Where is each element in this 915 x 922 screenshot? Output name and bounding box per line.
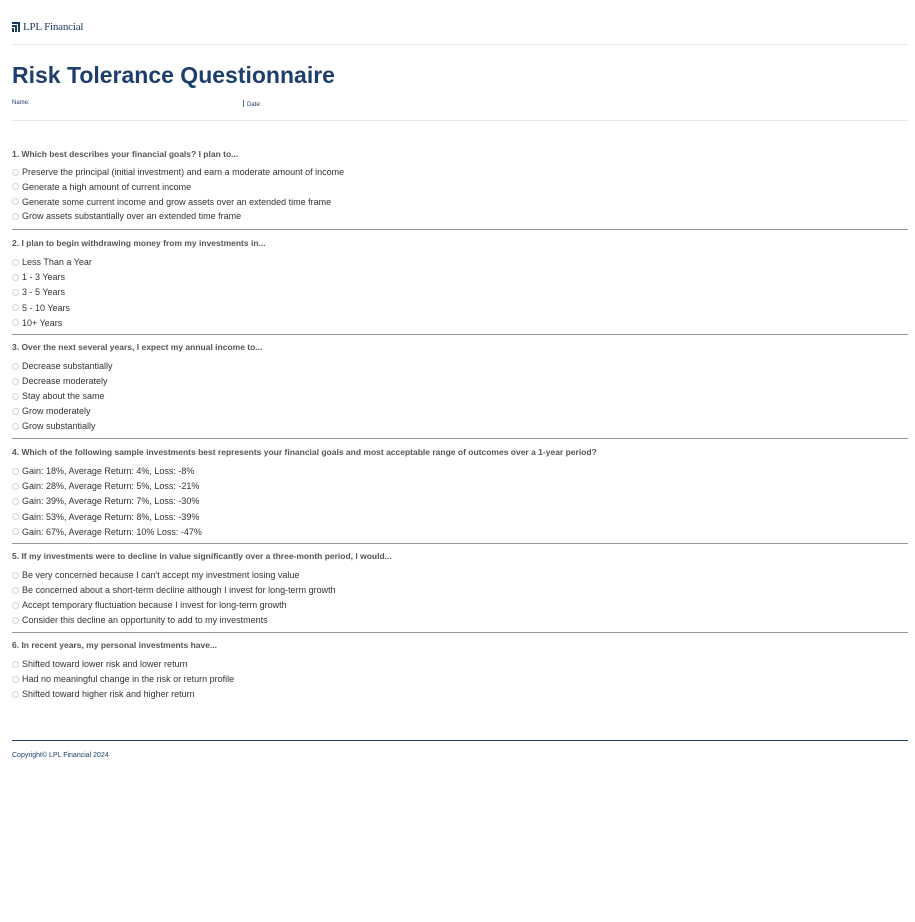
option-label: Be concerned about a short-term decline although I invest for long-term growth — [22, 585, 336, 595]
question-1-text: 1. Which best describes your financial goals? I plan to... — [12, 149, 239, 159]
question-divider — [12, 334, 908, 335]
question-6-option[interactable] — [12, 689, 195, 699]
question-divider — [12, 632, 908, 633]
radio-button[interactable] — [12, 319, 19, 326]
questionnaire-page — [12, 0, 908, 759]
option-label: Gain: 28%, Average Return: 5%, Loss: -21% — [22, 481, 200, 492]
question-5-option[interactable] — [12, 600, 287, 610]
option-label: 10+ Years — [22, 317, 63, 328]
lpl-logo — [12, 21, 83, 33]
copyright-text: Copyright© LPL Financial 2024 — [12, 752, 109, 759]
radio-button[interactable] — [12, 259, 19, 266]
question-1-option[interactable] — [12, 167, 344, 177]
question-4-option[interactable] — [12, 527, 202, 537]
option-label: Had no meaningful change in the risk or return profile — [22, 674, 235, 684]
date-label: Date: — [243, 100, 261, 108]
option-label: Consider this decline an opportunity to add to my investments — [22, 615, 268, 625]
option-label: Preserve the principal (initial investment) and earn a moderate amount of income — [22, 167, 345, 177]
page-title: Risk Tolerance Questionnaire — [12, 62, 335, 88]
question-3-option[interactable] — [12, 391, 105, 401]
name-date-row — [12, 100, 908, 121]
option-label: Decrease substantially — [22, 361, 113, 371]
option-label: 1 - 3 Years — [22, 272, 66, 283]
radio-button[interactable] — [12, 572, 19, 579]
lpl-logo-icon — [12, 22, 20, 32]
question-4-option[interactable] — [12, 512, 199, 522]
option-label: Be very concerned because I can't accept my investment losing value — [22, 570, 300, 580]
radio-button[interactable] — [12, 498, 19, 505]
radio-button[interactable] — [12, 363, 19, 370]
option-label: 5 - 10 Years — [22, 302, 71, 313]
question-6-option[interactable] — [12, 659, 188, 669]
option-label: Accept temporary fluctuation because I invest for long-term growth — [22, 600, 287, 610]
option-label: Gain: 18%, Average Return: 4%, Loss: -8% — [22, 466, 195, 476]
radio-button[interactable] — [12, 393, 19, 400]
question-3-option[interactable] — [12, 361, 113, 371]
question-3-option[interactable] — [12, 376, 108, 386]
question-2-option[interactable] — [12, 272, 65, 282]
question-2-option[interactable] — [12, 287, 65, 297]
option-label: Gain: 67%, Average Return: 10% Loss: -47% — [22, 526, 202, 537]
radio-button[interactable] — [12, 676, 19, 683]
option-label: Gain: 53%, Average Return: 8%, Loss: -39% — [22, 511, 200, 522]
radio-button[interactable] — [12, 408, 19, 415]
question-divider — [12, 438, 908, 439]
question-3-text: 3. Over the next several years, I expect my annual income to... — [12, 342, 263, 352]
radio-button[interactable] — [12, 661, 19, 668]
option-label: Stay about the same — [22, 391, 105, 401]
name-label: Name: — [12, 100, 30, 106]
option-label: Generate some current income and grow assets over an extended time frame — [22, 196, 332, 207]
option-label: Gain: 39%, Average Return: 7%, Loss: -30% — [22, 496, 200, 507]
question-5-option[interactable] — [12, 570, 299, 580]
question-2-text: 2. I plan to begin withdrawing money from my investments in... — [12, 238, 266, 248]
question-4-text: 4. Which of the following sample investments best represents your financial goals and most acceptable range of outcomes over a 1-year period? — [12, 447, 597, 457]
question-6-option[interactable] — [12, 674, 234, 684]
question-6-text: 6. In recent years, my personal investments have... — [12, 640, 218, 650]
radio-button[interactable] — [12, 587, 19, 594]
question-1-option[interactable] — [12, 182, 191, 192]
option-label: Shifted toward higher risk and higher return — [22, 689, 195, 699]
footer-divider — [12, 740, 908, 741]
radio-button[interactable] — [12, 304, 19, 311]
question-5-option[interactable] — [12, 585, 336, 595]
option-label: Grow assets substantially over an extended time frame — [22, 211, 242, 222]
question-4-option[interactable] — [12, 481, 199, 491]
radio-button[interactable] — [12, 617, 19, 624]
radio-button[interactable] — [12, 513, 19, 520]
question-4-option[interactable] — [12, 496, 199, 506]
radio-button[interactable] — [12, 213, 19, 220]
question-2-option[interactable] — [12, 318, 62, 328]
option-label: Generate a high amount of current income — [22, 181, 192, 192]
question-3-option[interactable] — [12, 421, 96, 431]
option-label: 3 - 5 Years — [22, 287, 66, 298]
radio-button[interactable] — [12, 423, 19, 430]
question-5-text: 5. If my investments were to decline in value significantly over a three-month period, I would... — [12, 551, 392, 561]
radio-button[interactable] — [12, 468, 19, 475]
radio-button[interactable] — [12, 169, 19, 176]
radio-button[interactable] — [12, 378, 19, 385]
option-label: Grow moderately — [22, 406, 91, 416]
radio-button[interactable] — [12, 198, 19, 205]
question-3-option[interactable] — [12, 406, 91, 416]
question-1-option[interactable] — [12, 197, 331, 207]
radio-button[interactable] — [12, 274, 19, 281]
option-label: Shifted toward lower risk and lower return — [22, 659, 188, 669]
question-2-option[interactable] — [12, 257, 92, 267]
radio-button[interactable] — [12, 691, 19, 698]
question-1-option[interactable] — [12, 211, 241, 221]
option-label: Less Than a Year — [22, 257, 92, 267]
header — [12, 0, 908, 45]
radio-button[interactable] — [12, 483, 19, 490]
option-label: Grow substantially — [22, 421, 96, 431]
question-divider — [12, 229, 908, 230]
question-2-option[interactable] — [12, 303, 70, 313]
question-4-option[interactable] — [12, 466, 194, 476]
option-label: Decrease moderately — [22, 376, 108, 386]
radio-button[interactable] — [12, 602, 19, 609]
radio-button[interactable] — [12, 528, 19, 535]
question-divider — [12, 543, 908, 544]
logo-text: LPL Financial — [23, 21, 84, 33]
question-5-option[interactable] — [12, 615, 268, 625]
radio-button[interactable] — [12, 183, 19, 190]
radio-button[interactable] — [12, 289, 19, 296]
